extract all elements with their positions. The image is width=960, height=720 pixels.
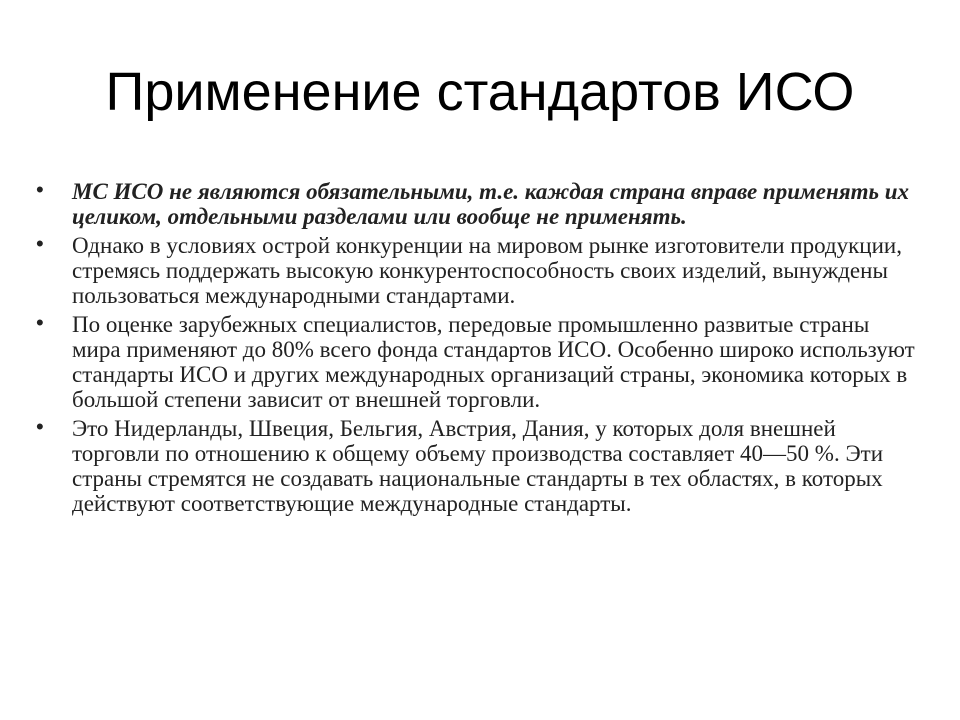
bullet-item xyxy=(36,416,916,516)
bullet-dot-icon: • xyxy=(36,310,44,335)
bullet-item xyxy=(36,179,916,229)
bullet-text: МС ИСО не являются обязательными, т.е. каждая страна вправе применять их целиком, отдельными разделами или вообще не применять. xyxy=(72,179,910,229)
bullet-text: По оценке зарубежных специалистов, передовые промышленно развитые страны мира применяют до 80% всего фонда стандартов ИСО. Особенно широко используют стандарты ИСО и других международных организаций страны, экономика которых в большой степени зависит от внешней торговли. xyxy=(72,312,915,412)
bullet-text: Однако в условиях острой конкуренции на мировом рынке изготовители продукции, стремясь поддержать высокую конкурентоспособность своих изделий, вынуждены пользоваться международными стандартами. xyxy=(72,233,902,308)
bullet-item xyxy=(36,312,916,412)
slide-title: Применение стандартов ИСО xyxy=(105,62,855,122)
bullet-dot-icon: • xyxy=(36,177,44,202)
bullet-dot-icon: • xyxy=(36,231,44,256)
bullet-list xyxy=(36,179,916,520)
bullet-dot-icon: • xyxy=(36,414,44,439)
bullet-text: Это Нидерланды, Швеция, Бельгия, Австрия, Дания, у которых доля внешней торговли по отношению к общему объему производства составляет 40—50 %. Эти страны стремятся не создавать национальные стандарты в тех областях, в которых действуют соответствующие международные стандарты. xyxy=(72,416,883,516)
bullet-item xyxy=(36,233,916,308)
